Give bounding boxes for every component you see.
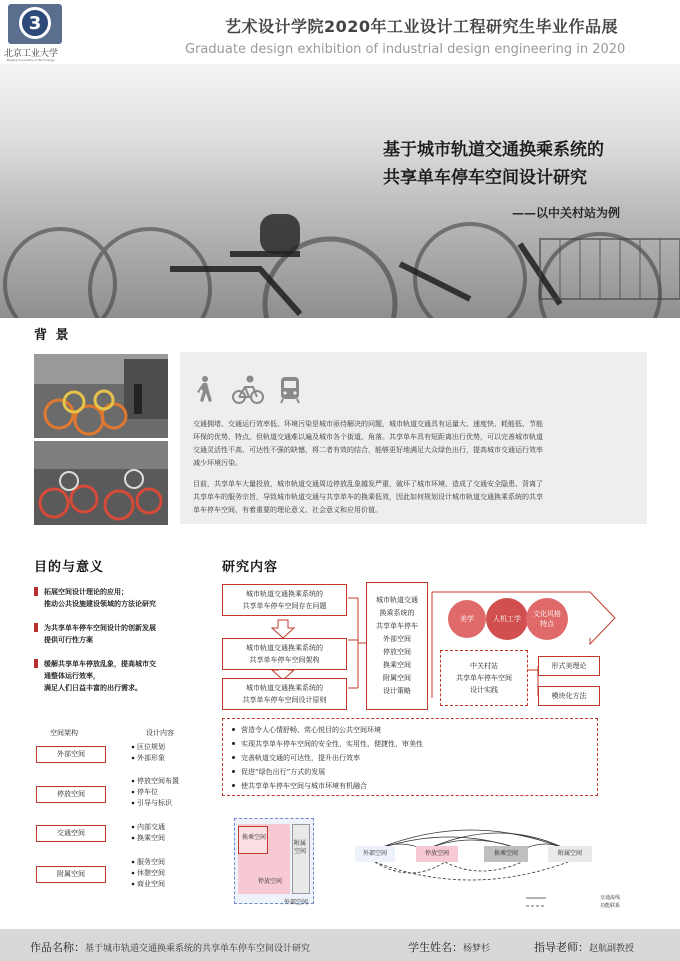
- hero-banner: [0, 64, 680, 318]
- goal-item: 使共享单车停车空间与城市环境有机融合: [241, 781, 367, 791]
- work-title: 基于城市轨道交通换乘系统的共享单车停车空间设计研究: [85, 944, 311, 954]
- student-name: 杨梦杉: [463, 944, 491, 954]
- content-list-external: 区位规划 外部形象: [137, 743, 165, 762]
- space-ancillary: 附属空间: [36, 866, 106, 883]
- project-subtitle: ——以中关村站为例: [512, 206, 621, 220]
- bicycle-icon: [233, 377, 263, 404]
- university-logo: [4, 4, 66, 60]
- research-goals-list: [222, 718, 598, 796]
- background-paragraph-1: 交通拥堵、交通运行效率低、环境污染是城市亟待解决的问题，城市轨道交通具有运量大、速度快、耗能低、节能 环保的优势、特点。但轨道交通难以遍及城市各个街道、角落。共享单车具有短距离出行优势，可以完善城市轨道 交通灵活性不高、可达性不强的缺憾，将二者有效的结合，能够更好地满足大众绿色出行，提高城市交通运行效率 减少环境污染。: [193, 420, 543, 467]
- space-traffic: 交通空间: [36, 825, 106, 842]
- method-modular: 模块化方法: [538, 686, 600, 706]
- diagram-label-transfer: 换乘空间: [242, 834, 267, 841]
- work-title-line: [30, 939, 310, 955]
- circle-aesthetics: 美学: [448, 600, 486, 638]
- research-center-strategy: 城市轨道交通 换乘系统的 共享单车停车 外部空间 停放空间 换乘空间 附属空间 设计策略: [366, 582, 428, 710]
- logo-university-name-en: Beijing University of Technology: [7, 58, 55, 62]
- purpose-item-1: 拓展空间设计理论的应用； 推动公共设施建设领域的方法论研究: [34, 586, 196, 610]
- page-footer: [0, 929, 680, 961]
- work-label: 作品名称：: [30, 941, 85, 954]
- research-heading: 研究内容: [222, 560, 279, 575]
- method-form-beauty: 形式美理论: [538, 656, 600, 676]
- exhibition-title: 艺术设计学院2020年工业设计工程研究生毕业作品展: [225, 17, 619, 36]
- goal-item: 促进“绿色出行”方式的发展: [241, 767, 325, 777]
- project-title: 基于城市轨道交通换乘系统的 共享单车停车空间设计研究: [383, 140, 604, 188]
- flow-node-parking: 停放空间: [416, 846, 458, 862]
- purpose-item-3: 缓解共享单车停放乱象，提高城市交 通整体运行效率， 满足人们日益丰富的出行需求。: [34, 658, 196, 694]
- student-label: 学生姓名：: [408, 941, 463, 954]
- background-icons: [195, 375, 305, 405]
- metro-icon: [281, 377, 299, 403]
- page-header: [0, 0, 680, 62]
- space-external: 外部空间: [36, 746, 106, 763]
- flow-node-transfer: 换乘空间: [484, 846, 528, 862]
- flow-node-ancillary: 附属空间: [548, 846, 592, 862]
- photo-parked-bikes-2: [34, 441, 168, 525]
- student-line: [408, 939, 490, 955]
- advisor-label: 指导老师：: [534, 941, 589, 954]
- purpose-item-2: 为共享单车停车空间设计的创新发展 提供可行性方案: [34, 622, 196, 646]
- research-box-principles: 城市轨道交通换乘系统的 共享单车停车空间设计原则: [222, 678, 347, 710]
- content-list-parking: 停放空间布置 停车位 引导与标识: [137, 777, 179, 807]
- space-relation-diagram: [234, 818, 322, 908]
- content-bullets: [130, 740, 138, 890]
- content-list-ancillary: 服务空间 休憩空间 商业空间: [137, 858, 165, 888]
- flow-node-external: 外部空间: [355, 846, 395, 862]
- diagram-label-external: 外部空间: [284, 899, 309, 906]
- legend-function-link: 功能联系: [600, 903, 621, 909]
- purpose-heading: 目的与意义: [34, 560, 105, 575]
- diagram-label-ancillary: 附属空间: [294, 840, 307, 855]
- goal-item: 完善轨道交通的可达性，提升出行效率: [241, 753, 360, 763]
- content-list-traffic: 内部交通 换乘空间: [137, 823, 165, 842]
- logo-emblem: 3: [8, 4, 62, 44]
- goal-item: 营造令人心情舒畅、赏心悦目的公共空间环境: [241, 725, 381, 735]
- space-parking: 停放空间: [36, 786, 106, 803]
- research-box-problems: 城市轨道交通换乘系统的 共享单车停车空间存在问题: [222, 584, 347, 616]
- logo-university-name: 北京工业大学: [4, 49, 59, 59]
- walking-icon: [197, 376, 212, 402]
- space-architecture-header: 空间架构: [50, 729, 78, 737]
- circle-ergonomics: 人机工学: [486, 598, 528, 640]
- background-heading: 背 景: [34, 328, 71, 343]
- research-box-architecture: 城市轨道交通换乘系统的 共享单车停车空间架构: [222, 638, 347, 670]
- diagram-label-parking: 停放空间: [258, 878, 283, 885]
- advisor-line: [534, 939, 634, 955]
- photo-parked-bikes-1: [34, 354, 168, 438]
- advisor-name: 赵航副教授: [589, 944, 635, 954]
- exhibition-title-en: Graduate design exhibition of industrial design engineering in 2020: [185, 42, 626, 57]
- circle-culture: 文化风格特点: [526, 598, 568, 640]
- background-paragraph-2: 目前，共享单车大量投放，城市轨道交通周边停放乱象越发严重，破坏了城市环境、造成了交通安全隐患、背离了 共享单车的服务宗旨，导致城市轨道交通与共享单车的换乘低效，因此如何规划设计城市轨道交通换乘系统的共享 单车停车空间，有着重要的理论意义、社会意义和应用价值。: [193, 480, 543, 514]
- design-content-header: 设计内容: [146, 729, 174, 737]
- legend-traffic-flow: 交通流线: [600, 895, 621, 901]
- goal-item: 实现共享单车停车空间的安全性、实用性、便捷性、审美性: [241, 739, 423, 749]
- research-practice-box: 中关村站 共享单车停车空间 设计实践: [440, 650, 528, 706]
